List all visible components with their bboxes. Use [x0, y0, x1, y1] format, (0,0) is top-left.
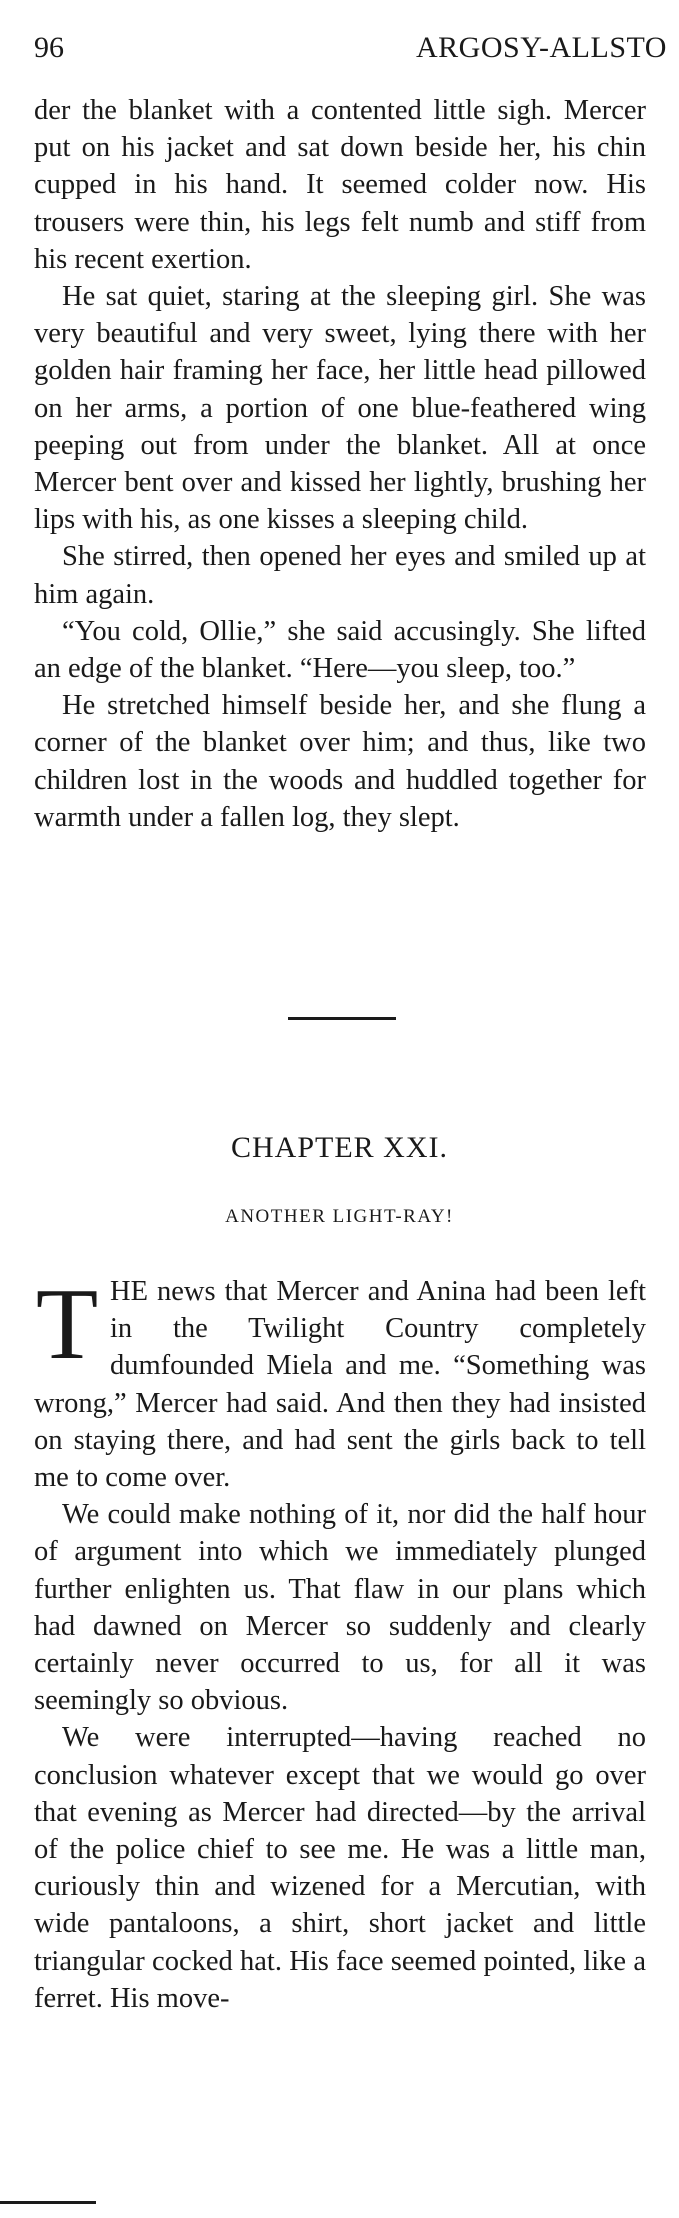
footnote-rule: [0, 2201, 96, 2204]
text-block-2: [34, 1268, 646, 2017]
chapter-subtitle: ANOTHER LIGHT-RAY!: [225, 1206, 454, 1227]
drop-cap: T: [35, 1268, 99, 1381]
paragraph: She stirred, then opened her eyes and smiled up at him again.: [34, 541, 646, 610]
paragraph: We were interrupted—having reached no conclusion whatever except that we would go over that evening as Mercer had directed—by the arrival of the police chief to see me. He was a little man, curiously thin and wizened for a Mercutian, with wide pantaloons, a shirt, short jacket and little triangular cocked hat. His face seemed pointed, like a ferret. His move-: [34, 1722, 646, 2014]
paragraph-text: HE news that Mercer and Anina had been left in the Twilight Country completely dumfounded Miela and me. “Something was wrong,” Mercer had said. And then they had insisted on staying there, and had sent the girls back to tell me to come over.: [34, 1276, 646, 1494]
paragraph-with-dropcap: [34, 1268, 646, 1496]
text-block-1: [34, 92, 646, 836]
paragraph: He sat quiet, staring at the sleeping girl. She was very beautiful and very sweet, lying there with her golden hair framing her face, her little head pillowed on her arms, a portion of one blue-feathered wing peeping out from under the blanket. All at once Mercer bent over and kissed her lightly, brushing her lips with his, as one kisses a sleeping child.: [34, 281, 646, 536]
paragraph: “You cold, Ollie,” she said accusingly. She lifted an edge of the blanket. “Here—you sleep, too.”: [34, 615, 646, 685]
page-number: 96: [34, 31, 64, 64]
chapter-title: CHAPTER XXI.: [230, 1131, 448, 1164]
paragraph: der the blanket with a contented little sigh. Mercer put on his jacket and sat down beside her, his chin cupped in his hand. It seemed colder now. His trousers were thin, his legs felt numb and stiff from his recent exertion.: [34, 95, 646, 275]
magazine-title: ARGOSY-ALLSTO: [416, 31, 667, 64]
running-head: [34, 28, 679, 68]
paragraph: We could make nothing of it, nor did the half hour of argument into which we immediately plunged further enlighten us. That flaw in our plans which had dawned on Mercer so suddenly and clearly certainly never occurred to us, for all it was seemingly so obvious.: [34, 1499, 646, 1717]
paragraph: He stretched himself beside her, and she flung a corner of the blanket over him; and thus, like two children lost in the woods and huddled together for warmth under a fallen log, they slept.: [34, 690, 646, 833]
section-divider: [288, 1017, 396, 1020]
